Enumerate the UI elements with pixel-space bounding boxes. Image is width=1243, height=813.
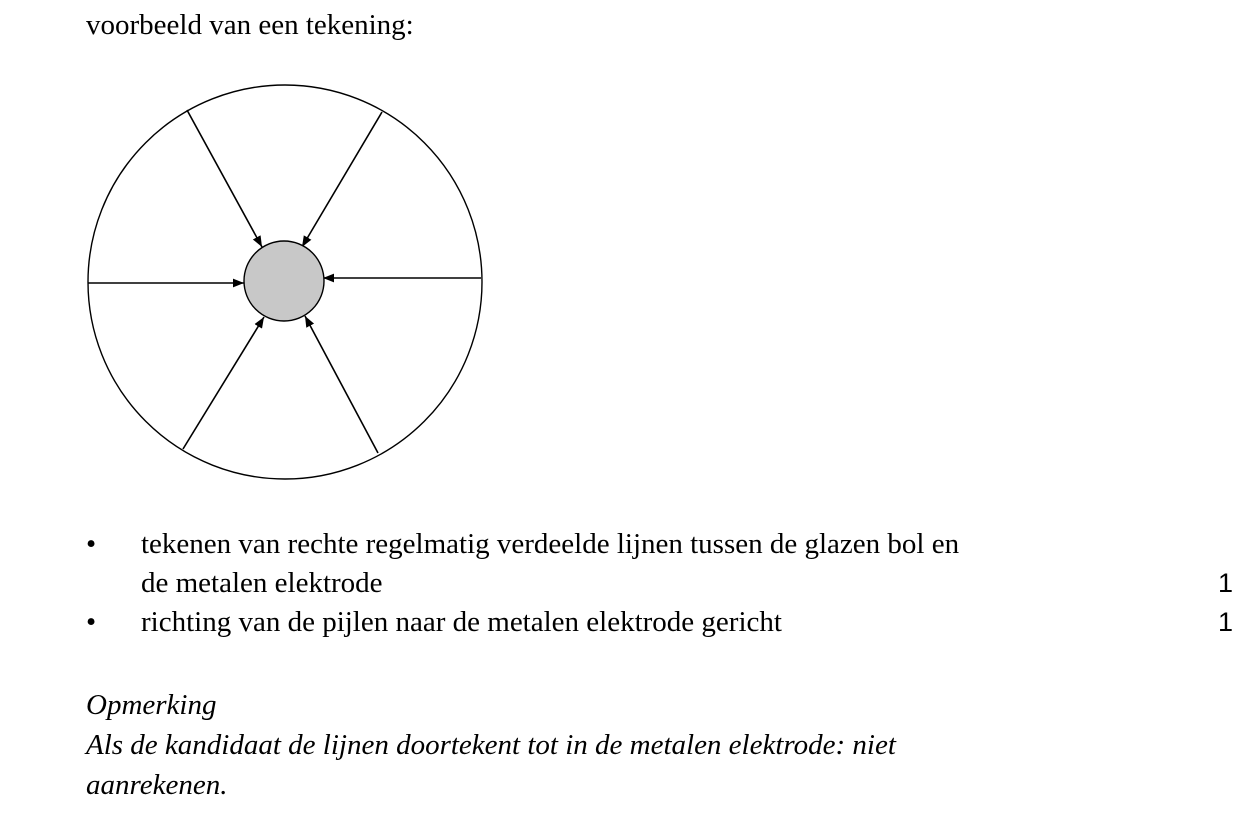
intro-text: voorbeeld van een tekening: (86, 9, 414, 41)
score-value: 1 (1217, 607, 1233, 637)
list-item (86, 603, 1236, 642)
metal-electrode-circle (244, 241, 324, 321)
field-diagram (80, 78, 490, 488)
remark-text: aanrekenen. (86, 769, 228, 801)
bullet-icon: • (86, 528, 97, 560)
criterion-text: richting van de pijlen naar de metalen elektrode gericht (141, 606, 782, 638)
criteria-list (86, 525, 1236, 642)
remark-block (86, 685, 896, 805)
list-item (86, 525, 1236, 603)
criterion-text: de metalen elektrode (141, 567, 383, 599)
score-value: 1 (1217, 568, 1233, 598)
remark-title: Opmerking (86, 689, 217, 721)
bullet-icon: • (86, 606, 97, 638)
criterion-text: tekenen van rechte regelmatig verdeelde lijnen tussen de glazen bol en (141, 528, 960, 560)
remark-text: Als de kandidaat de lijnen doortekent tot in de metalen elektrode: niet (86, 729, 896, 761)
